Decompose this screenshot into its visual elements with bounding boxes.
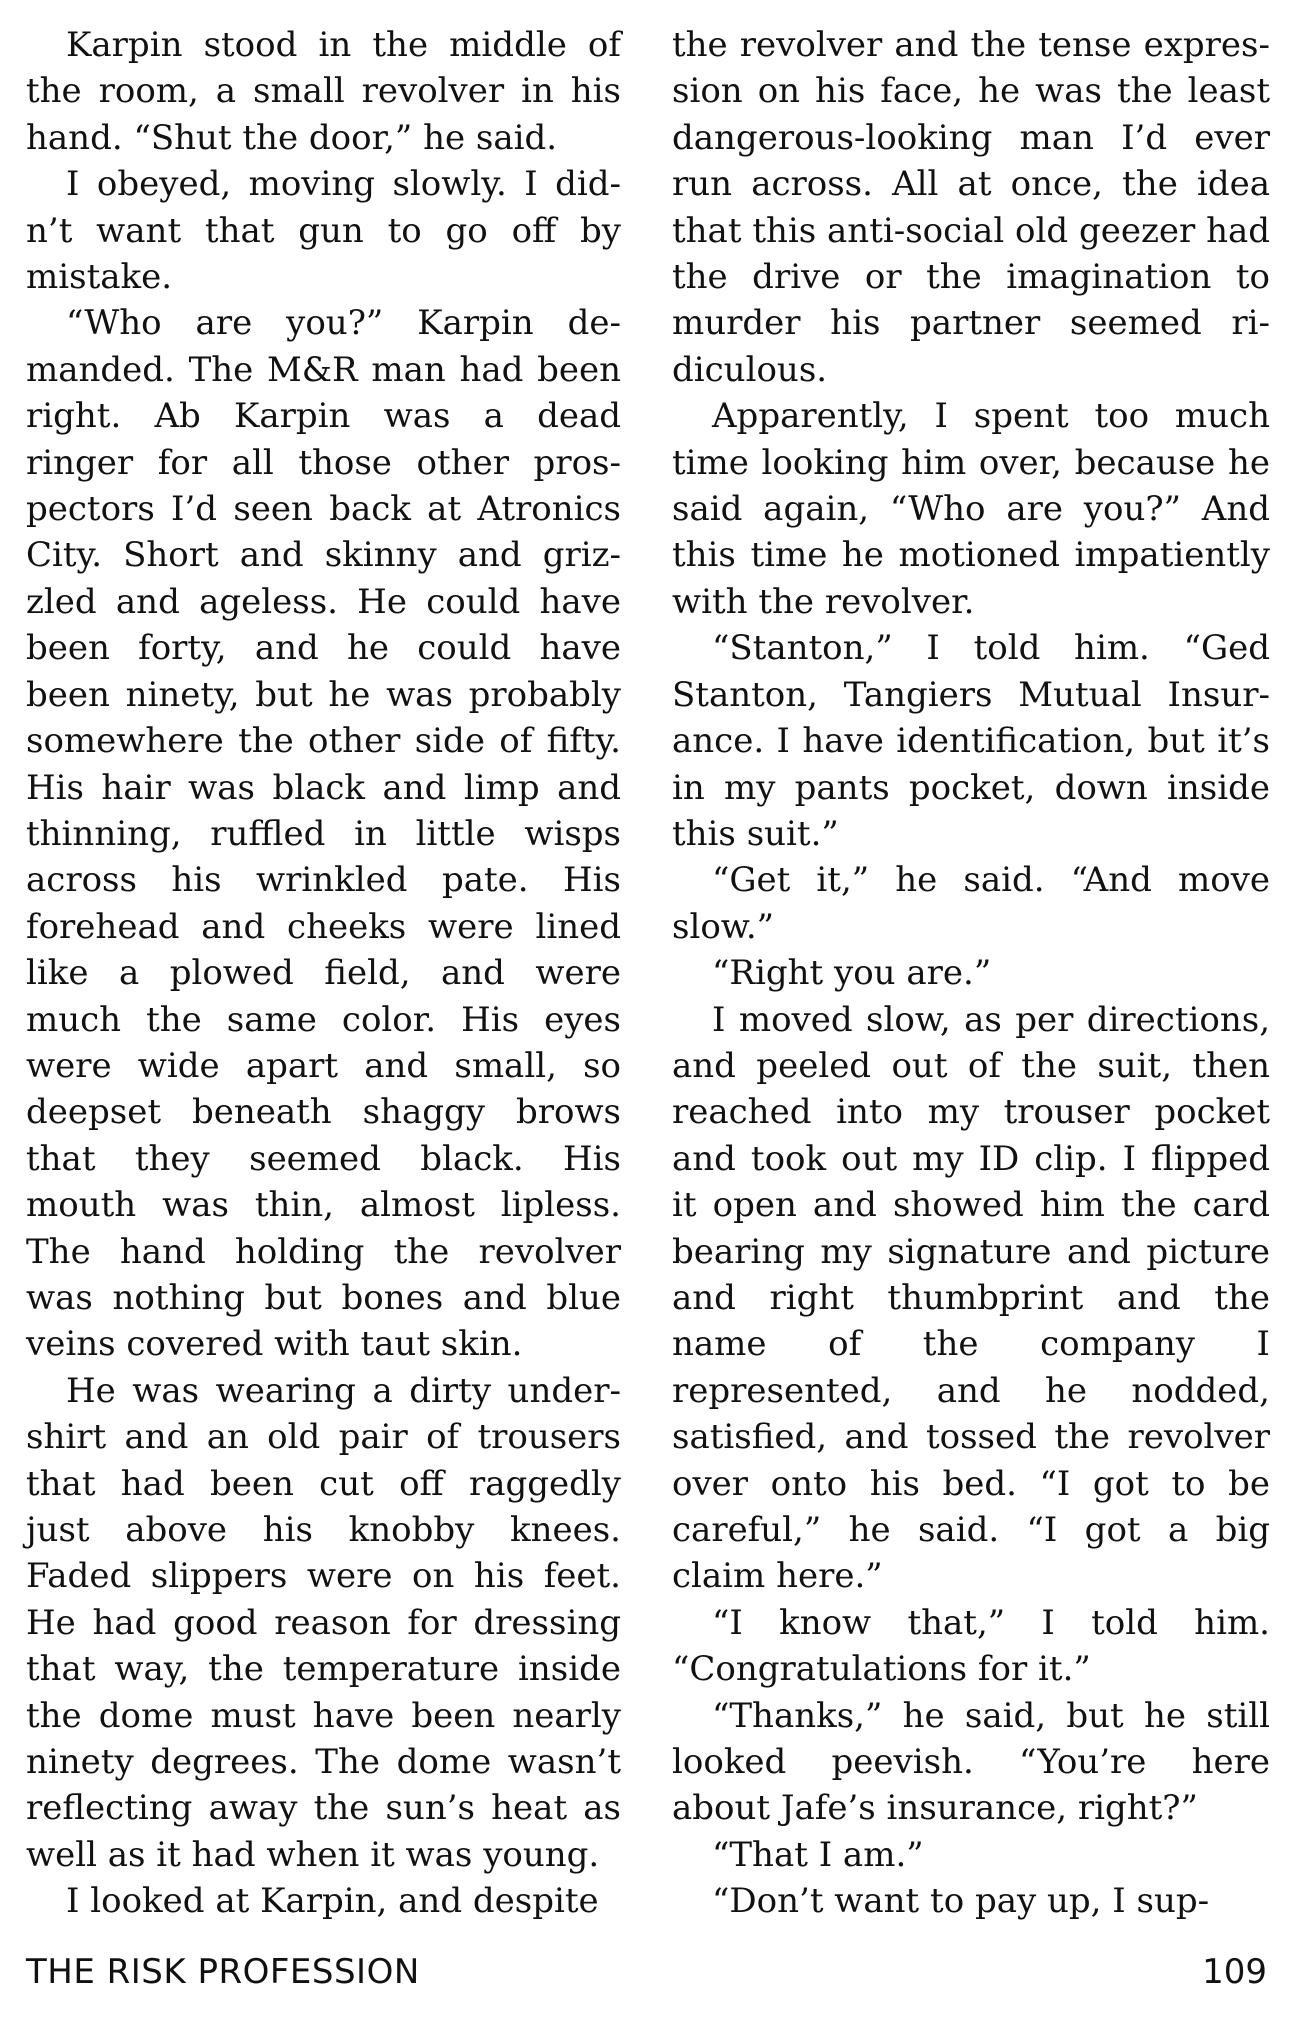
- paragraph: “Get it,” he said. “And move slow.”: [672, 860, 1270, 947]
- paragraph: He was wearing a dirty undershirt and an old pair of trousers that had been cut off raggedly just above his knobby knees. Faded slippers were on his feet. He had good reason for dressing that way, the temperature inside the dome must have been nearly ninety degrees. The dome wasn’t reflecting away the sun’s heat as well as it had when it was young.: [26, 1370, 621, 1875]
- paragraph: “Stanton,” I told him. “Ged Stanton, Tangiers Mutual Insurance. I have identification, but it’s in my pants pocket, down inside this suit.”: [672, 628, 1270, 854]
- running-title: THE RISK PROFESSION: [26, 1952, 420, 1992]
- page-number: 109: [1202, 1952, 1267, 1992]
- right-text-column: [672, 22, 1270, 1925]
- continued-paragraph: the revolver and the tense expression on his face, he was the least dangerous-looking man I’d ever run across. All at once, the idea that this anti-social old geezer had the drive or the imagination to murder his partner seemed ridiculous.: [672, 25, 1270, 390]
- paragraph: “I know that,” I told him. “Congratulations for it.”: [672, 1602, 1270, 1690]
- left-text-column: [26, 22, 621, 1925]
- paragraph: Apparently, I spent too much time looking him over, because he said again, “Who are you?” And this time he motioned impatiently with the revolver.: [672, 396, 1270, 622]
- paragraph: I obeyed, moving slowly. I didn’t want that gun to go off by mistake.: [26, 164, 621, 298]
- paragraph: I looked at Karpin, and despite: [66, 1881, 599, 1922]
- paragraph: “Don’t want to pay up, I sup-: [712, 1881, 1210, 1922]
- paragraph: “Thanks,” he said, but he still looked peevish. “You’re here about Jafe’s insurance, right?”: [672, 1695, 1270, 1829]
- paragraph: “Who are you?” Karpin demanded. The M&R man had been right. Ab Karpin was a dead ringer for all those other prospectors I’d seen back at Atronics City. Short and skinny and grizzled and ageless. He could have been forty, and he could have been ninety, but he was probably somewhere the other side of fifty. His hair was black and limp and thinning, ruffled in little wisps across his wrinkled pate. His forehead and cheeks were lined like a plowed field, and were much the same color. His eyes were wide apart and small, so deepset beneath shaggy brows that they seemed black. His mouth was thin, almost lipless. The hand holding the revolver was nothing but bones and blue veins covered with taut skin.: [26, 303, 621, 1365]
- paragraph: “Right you are.”: [712, 953, 992, 994]
- paragraph: Karpin stood in the middle of the room, a small revolver in his hand. “Shut the door,” he said.: [26, 25, 621, 158]
- paragraph: “That I am.”: [712, 1834, 924, 1875]
- paragraph: I moved slow, as per directions, and peeled out of the suit, then reached into my trouser pocket and took out my ID clip. I flipped it open and showed him the card bearing my signature and picture and right thumbprint and the name of the company I represented, and he nodded, satisfied, and tossed the revolver over onto his bed. “I got to be careful,” he said. “I got a big claim here.”: [672, 999, 1270, 1597]
